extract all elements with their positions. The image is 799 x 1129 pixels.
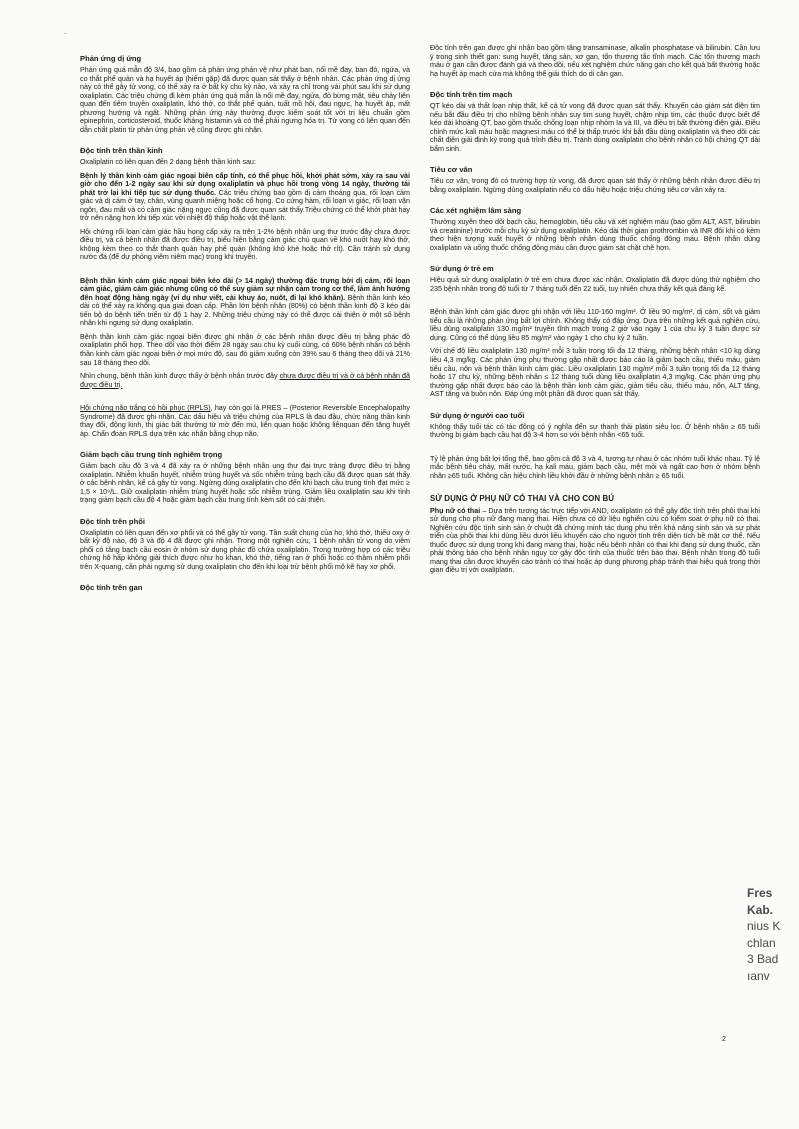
rpls-term: Hội chứng não trắng có hồi phục (RPLS) (80, 404, 211, 413)
paragraph-lab-tests: Thường xuyên theo dõi bạch cầu, hemoglobin, tiểu cầu và xét nghiệm máu (bao gồm ALT, AST, bilirubin và creatinine) trước mỗi chu kỳ sử dụng oxaliplatin. Kéo dài thời gian prothrombin và INR đôi khi có kèm theo hiện tượng xuất huyết ở những bệnh nhân dùng thuốc chống đông máu. Bệnh nhân dùng oxaliplatin và uống thuốc chống đông máu cần được giám sát chặt chẽ hơn. (430, 218, 760, 252)
page-number: 2 (722, 1036, 726, 1043)
spacer (430, 298, 760, 308)
section-heading-pediatric: Sử dụng ở trẻ em (430, 264, 494, 274)
paragraph-acute-neuropathy (80, 172, 410, 223)
spacer (430, 445, 760, 455)
section-heading-rhabdomyolysis: Tiêu cơ vân (430, 165, 473, 175)
section-heading-neutropenia: Giảm bạch cầu trung tính nghiêm trọng (80, 450, 223, 460)
paragraph-pregnancy (430, 507, 760, 575)
acute-neuropathy-lead: Bệnh lý thần kinh cảm giác ngoại biên cấp tính, có thể phục hồi, khởi phát sớm, xảy ra sau vài giờ cho đến 1-2 ngày sau khi sử dụng oxaliplatin và phục hồi trong vòng 14 ngày, thường tái phát trở lại khi tiếp tục sử dụng thuốc. (80, 171, 410, 197)
left-column (80, 44, 410, 595)
adjacent-page-fragment (747, 885, 799, 984)
section-heading-lab-tests: Các xét nghiệm lâm sàng (430, 206, 522, 216)
paragraph-pediatric-adverse: Với chế độ liều oxaliplatin 130 mg/m² mỗi 3 tuần trong tối đa 12 tháng, những bệnh nhân <10 kg dùng liều 4,3 mg/kg. Các phản ứng phụ thường gặp nhất được báo cáo là giảm bạch cầu, thiếu máu, giảm tiểu cầu, nôn và bệnh thần kinh cảm giác. Liều oxaliplatin 130 mg/m² mỗi 3 tuần trong tối đa 12 tháng hoặc 17 chu kỳ, những bệnh nhân ≤ 12 tháng tuổi dùng liều oxaliplatin 4,3 mg/kg. Các phản ứng phụ thường gặp nhất được báo cáo là bệnh thần kinh cảm giác, giảm tiểu cầu, thiếu máu, nôn, ALT tăng, AST tăng và buồn nôn. Đáp ứng một phần đã được quan sát thấy. (430, 347, 760, 399)
section-heading-pregnancy: SỬ DỤNG Ở PHỤ NỮ CÓ THAI VÀ CHO CON BÚ (430, 494, 615, 504)
section-heading-hepatotoxicity: Độc tính trên gan (80, 583, 143, 593)
paragraph-pharyngolaryngeal: Hội chứng rối loạn cảm giác hầu họng cấp xảy ra trên 1-2% bệnh nhân ung thư trước đây chưa được điều trị, và cả bệnh nhân đã được điều trị, biểu hiện bằng cảm giác chủ quan về khó nuốt hay khó thở, không kèm theo co thắt thanh quản hay phế quản (không khò khè hoặc thở rít). Cần tránh sử dụng nước đá (để dự phòng viêm niêm mạc) trong khi truyền. (80, 227, 410, 262)
section-heading-pulmonary: Độc tính trên phổi (80, 516, 145, 526)
paragraph-rpls (80, 404, 410, 438)
fragment-line-4: chlan (747, 935, 776, 950)
paragraph-pulmonary: Oxaliplatin có liên quan đến xơ phổi và có thể gây tử vong. Tần suất chung của ho, khó thở, thiếu oxy ở bất kỳ độ nào, độ 3 và độ 4 đã được ghi nhận. Trong một nghiên cứu, 1 bệnh nhân tử vong do viêm phổi có tăng bạch cầu eosin ở nhóm sử dụng phác đồ chứa oxaliplatin. Trong trường hợp có các triệu chứng hô hấp không giải thích được như ho khan, khó thở, tiếng ran ở phổi hoặc có thâm nhiễm phổi trên X-quang, cần phải ngưng sử dụng oxaliplatin cho đến khi loại trừ bệnh phổi mô kẽ hay xơ phổi. (80, 528, 410, 571)
paragraph-cardiac: QT kéo dài và thất loạn nhịp thất, kể cả tử vong đã được quan sát thấy. Khuyến cáo giám sát điện tim nếu bắt đầu điều trị cho những bệnh nhân suy tim sung huyết, chậm nhịp tim, các thuốc được biết để kéo dài khoảng QT, bao gồm thuốc chống loạn nhịp nhóm Ia và III, và điều trị bất thường điện giải. Điều chỉnh mức kali máu hoặc magnesi máu có thể bị thấp trước khi bắt đầu dùng oxaliplatin và theo dõi các chất điện giải định kỳ trong quá trình điều trị. Tránh dùng oxaliplatin cho bệnh nhân có hội chứng QT dài bẩm sinh. (430, 102, 760, 153)
paragraph-pediatric-dosing: Bệnh thần kinh cảm giác được ghi nhận với liều 110-160 mg/m². Ở liều 90 mg/m², dị cảm, sốt và giảm tiểu cầu là những phản ứng bất lợi chính. Không thấy có đáp ứng. Dựa trên những kết quả nghiên cứu, liều dùng oxaliplatin 130 mg/m² truyền tĩnh mạch trong 2 giờ vào ngày 1 của chu kỳ 3 tuần được sử dụng. Cũng có thể dùng liều 85 mg/m² vào ngày 1 cho chu kỳ 2 tuần. (430, 308, 760, 342)
paragraph-geriatric-clearance: Không thấy tuổi tác có tác động có ý nghĩa đến sự thanh thải platin siêu lọc. Ở bệnh nhân ≥ 65 tuổi thường bị giảm bạch cầu hạt độ 3-4 hơn so với bệnh nhân <65 tuổi. (430, 422, 760, 440)
neuropathy-summary-underlined: chưa được điều trị và ở cả bệnh nhân đã được điều trị. (80, 372, 410, 389)
chronic-neuropathy-text: Bệnh thần kinh kéo dài có thể xảy ra không qua giai đoạn cấp. Phần lớn bệnh nhân (80%) có bệnh thần kinh độ 3 kéo dài tiến bộ do bệnh tiến triển từ độ 1 hay 2. Những triệu chứng này có thể được cải thiện ở một số bệnh nhân khi ngưng sử dụng oxaliplatin. (80, 293, 410, 328)
section-heading-geriatric: Sử dụng ở người cao tuổi (430, 410, 525, 420)
fragment-line-5: 3 Bad (747, 952, 779, 967)
neuropathy-summary-text: Nhìn chung, bệnh thần kinh được thấy ở bệnh nhân trước đây (80, 372, 278, 381)
chronic-neuropathy-lead: Bệnh thần kinh cảm giác ngoại biên kéo dài (> 14 ngày) thường đặc trưng bởi dị cảm, rối loạn cảm giác, giảm cảm giác nhưng cũng có thể suy giảm sự nhận cảm trong cơ thể, làm ảnh hưởng đến hoạt động hàng ngày (ví dụ như viết, cài khuy áo, nuốt, đi lại khó khăn). (80, 276, 411, 302)
spacer (80, 267, 410, 277)
pregnancy-text: – Dựa trên tương tác trực tiếp với AND, oxaliplatin có thể gây độc tính trên phôi thai khi sử dụng cho phụ nữ đang mang thai. Hiện chưa có dữ liệu nghiên cứu có kiểm soát ở phụ nữ có thai. Nghiên cứu độc tính sinh sản ở chuột đã chứng minh tác dụng phụ trên khả năng sinh sản và sự phát triển của phôi thai khi dùng liều dưới liều khuyến cáo cho người tính trên diện tích bề mặt cơ thể. Nếu thuốc được sử dụng trong khi đang mang thai, hoặc nếu bệnh nhân có thai khi đang sử dụng thuốc, cần phải thông báo cho bệnh nhân nguy cơ gây độc tính của thuốc trên bào thai. Bệnh nhân trong độ tuổi mang thai cần được khuyến cáo tránh có thai hoặc áp dụng phương pháp tránh thai hiệu quả trong thời gian điều trị với oxaliplatin. (430, 506, 761, 575)
paragraph-neuropathy-summary (80, 372, 410, 389)
paragraph-geriatric-adverse: Tỷ lệ phản ứng bất lợi tổng thể, bao gồm cả độ 3 và 4, tương tự nhau ở các nhóm tuổi khác nhau. Tỷ lệ mắc bệnh tiêu chảy, mất nước, hạ kali máu, giảm bạch cầu, mệt mỏi và ngất cao hơn ở nhóm bệnh nhân ≥65 tuổi. Không cần hiệu chỉnh liều khởi đầu ở những bệnh nhân ≥ 65 tuổi. (430, 454, 760, 480)
fragment-line-2: Kab. (747, 902, 774, 917)
rpls-text: , hay còn gọi là PRES – (Posterior Reversible Encephalopathy Syndrome) đã được ghi nhận. Các dấu hiệu và triệu chứng của RPLS là đau đầu, chức năng thần kinh thay đổi, động kinh, thị giác bất thường từ mờ đến mù, liên quan hoặc không liênquan đến tăng huyết áp. Chẩn đoán RPLS dựa trên xác nhận bằng chụp não. (80, 404, 410, 438)
two-column-body (80, 44, 769, 595)
spacer (80, 394, 410, 404)
fragment-line-3: nius K (747, 919, 781, 934)
acute-neuropathy-text: Các triệu chứng bao gồm dị cảm thoáng qua, rối loạn cảm giác và dị cảm ở tay, chân, vùng quanh miệng hoặc cổ họng. Co cứng hàm, rối loạn vị giác, rối loạn vận ngôn, đau mắt và có cảm giác nặng ngực cũng đã được quan sát thấy.Triệu chứng có thể khởi phát hay trở nên nặng hơn khi tiếp xúc với nhiệt độ thấp hoặc vật thể lạnh. (80, 188, 410, 223)
paragraph-neutropenia: Giảm bạch cầu độ 3 và 4 đã xảy ra ở những bệnh nhân ung thư đại trực tràng được điều trị bằng oxaliplatin. Nhiễm khuẩn huyết, nhiễm trùng huyết và sốc nhiễm trùng bạch cầu đã được quan sát thấy ở các bệnh nhân, kể cả gây tử vong. Ngừng dùng oxaliplatin cho đến khi bạch cầu trung tính đạt mức ≥ 1,5 × 10⁹/L. Giữ oxaliplatin nhiễm trùng huyết hoặc sốc nhiễm trùng. Giảm liều oxaliplatin sau khi tình trạng giảm bạch cầu độ 4 hoặc giảm bạch cầu trung tính kèm sốt có cải thiện. (80, 462, 410, 505)
paragraph-hepatotoxicity: Độc tính trên gan được ghi nhận bao gồm tăng transaminase, alkalin phosphatase và bilirubin. Cần lưu ý trong sinh thiết gan: sung huyết, tăng sản, xơ gan, tổn thương tắc tĩnh mạch. Các tổn thương mạch máu ở gan cần được đánh giá và theo dõi, nếu xét nghiệm chức năng gan cho kết quả bất thường hoặc hạ huyết áp mạch cửa mà không thể giải thích do di căn gan. (430, 44, 760, 78)
section-heading-allergy: Phản ứng dị ứng (80, 54, 142, 63)
fragment-line-1: Fres (747, 886, 773, 900)
corner-mark: .. (64, 30, 68, 36)
right-column (430, 44, 760, 580)
paragraph-rhabdomyolysis: Tiêu cơ vân, trong đó có trường hợp tử vong, đã được quan sát thấy ở những bệnh nhân được điều trị bằng oxaliplatin. Ngừng dùng oxaliplatin nếu có dấu hiệu hoặc triệu chứng tiêu cơ vân xảy ra. (430, 177, 760, 194)
fragment-line-6: ıanv (747, 968, 770, 983)
paragraph-neuro-intro: Oxaliplatin có liên quan đến 2 dạng bệnh thần kinh sau: (80, 158, 256, 167)
paragraph-neuropathy-followup: Bệnh thần kinh cảm giác ngoại biên được ghi nhận ở các bệnh nhân được điều trị bằng phác đồ oxaliplatin phối hợp. Theo dõi vào thời điểm 28 ngày sau chu kỳ cuối cùng, có 60% bệnh nhân có bệnh thần kinh cảm giác ngoại biên ở mọi mức độ, sau đó giảm xuống còn 39% sau 6 tháng theo dõi và 21% sau 18 tháng theo dõi. (80, 332, 410, 367)
paragraph-chronic-neuropathy (80, 277, 410, 328)
section-heading-cardiac: Độc tính trên tim mạch (430, 90, 513, 100)
section-heading-neurotoxicity: Độc tính trên thần kinh (80, 146, 163, 156)
paragraph-allergy: Phản ứng quá mẫn độ 3/4, bao gồm cả phản ứng phản vệ như phát ban, nổi mề đay, ban đỏ, ngứa, và co thắt phế quản và hạ huyết áp (hiếm gặp) đã được quan sát thấy ở bệnh nhân. Các phản ứng dị ứng này có thể gây tử vong, có thể xảy ra ở bất kỳ chu kỳ nào, và xảy ra chỉ trong vài phút sau khi sử dụng oxaliplatin. Các triệu chứng đi kèm phản ứng quá mẫn là nổi mề đay, ngứa, đỏ bừng mặt, tiêu chảy liên quan đến tiêm truyền oxaliplatin, khó thở, co thắt phế quản, tuất mồ hôi, đau ngực, hạ huyết áp, mất phương hướng và ngất. Những phản ứng này thường được kiểm soát tốt với trị liệu chuẩn gồm epinephrin, corticosteroid, thuốc kháng histamin và có thể phải ngưng hóa trị. Tử vong có liên quan đến dẫn chất platin từ phản ứng phản vệ cũng được ghi nhận. (80, 66, 410, 134)
paragraph-pediatric-efficacy: Hiệu quả sử dụng oxaliplatin ở trẻ em chưa được xác nhận. Oxaliplatin đã được dùng thử nghiệm cho 235 bệnh nhân trong độ tuổi từ 7 tháng tuổi đến 22 tuổi, tuy nhiên chưa thấy kết quả đáng kể. (430, 276, 760, 293)
pregnancy-lead: Phụ nữ có thai (430, 506, 481, 515)
